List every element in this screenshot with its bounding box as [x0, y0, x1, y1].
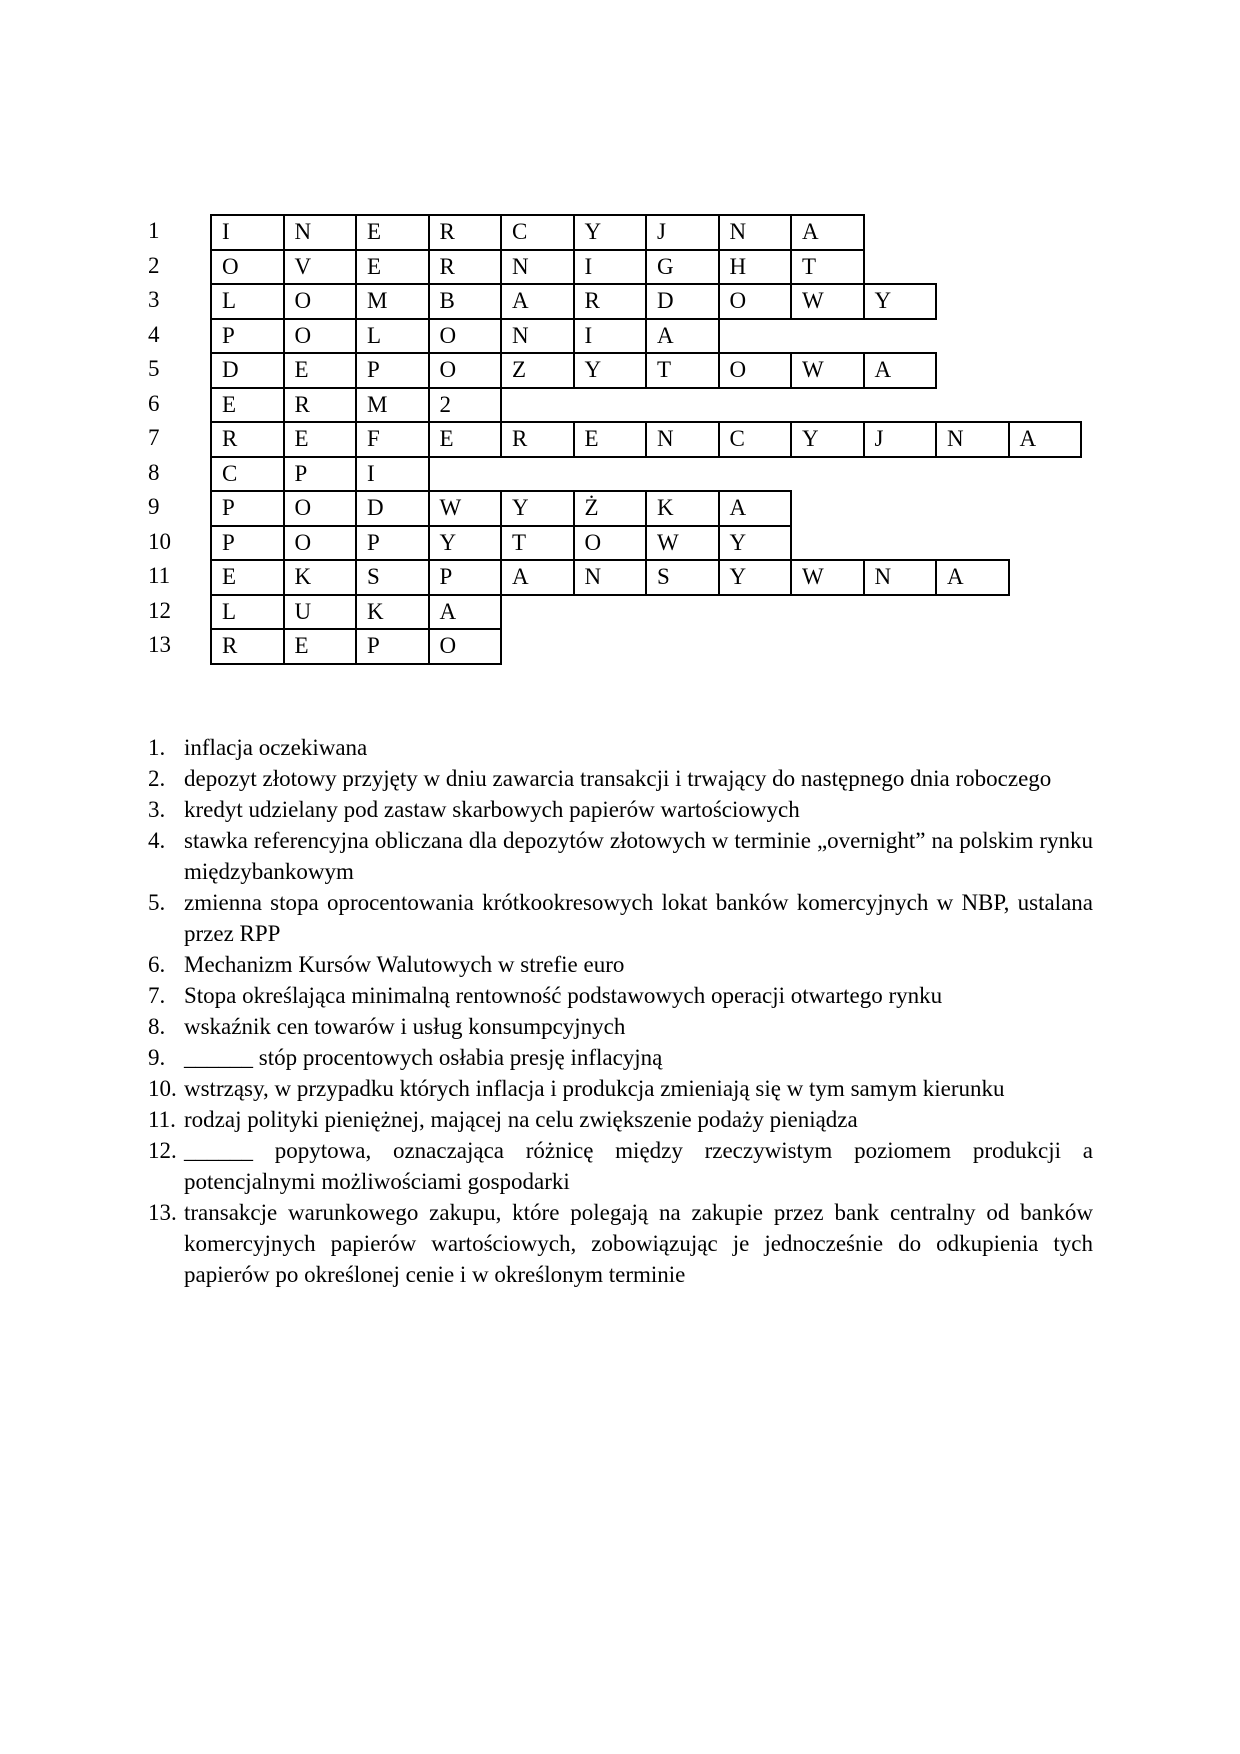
crossword-cell: E: [283, 628, 358, 665]
clue-text: ______ popytowa, oznaczająca różnicę między rzeczywistym poziomem produkcji a potencjalnymi możliwościami gospodarki: [184, 1138, 1093, 1194]
row-number: 6: [148, 390, 160, 416]
clue-text: ______ stóp procentowych osłabia presję inflacyjną: [184, 1045, 663, 1070]
crossword-cell: J: [645, 214, 720, 251]
crossword-cell: T: [500, 525, 575, 562]
clue-item: [148, 825, 1093, 887]
crossword-cell: I: [355, 456, 430, 493]
row-number: 11: [148, 563, 171, 588]
clue-item: [148, 980, 1093, 1011]
crossword-cell: A: [500, 283, 575, 320]
crossword-cell: U: [283, 594, 358, 631]
clue-text: Mechanizm Kursów Walutowych w strefie euro: [184, 952, 625, 977]
clue-text: wstrząsy, w przypadku których inflacja i produkcja zmieniają się w tym samym kierunku: [184, 1076, 1005, 1101]
crossword-cell: J: [863, 421, 938, 458]
crossword-cell: W: [428, 490, 503, 527]
crossword-row: [148, 490, 1080, 525]
crossword-cell: D: [355, 490, 430, 527]
crossword-cell: O: [718, 352, 793, 389]
crossword-cell: W: [790, 559, 865, 596]
row-number: 9: [148, 494, 160, 519]
clue-number: 5.: [148, 890, 166, 915]
crossword-cell: C: [718, 421, 793, 458]
clue-number: 6.: [148, 952, 166, 977]
crossword-row: [148, 594, 1080, 629]
clue-text: kredyt udzielany pod zastaw skarbowych papierów wartościowych: [184, 797, 800, 822]
crossword-cell: N: [500, 249, 575, 286]
crossword-cell: A: [935, 559, 1010, 596]
clue-item: [148, 1042, 1093, 1073]
crossword-row: [148, 421, 1080, 456]
crossword-cell: W: [645, 525, 720, 562]
crossword-cell: I: [573, 249, 648, 286]
clue-text: stawka referencyjna obliczana dla depozytów złotowych w terminie „overnight” na polskim rynku międzybankowym: [184, 828, 1093, 884]
crossword-cell: F: [355, 421, 430, 458]
crossword-cell: Y: [428, 525, 503, 562]
clue-text: depozyt złotowy przyjęty w dniu zawarcia transakcji i trwający do następnego dnia roboczego: [184, 766, 1052, 791]
crossword-cell: O: [428, 628, 503, 665]
crossword-cell: H: [718, 249, 793, 286]
crossword-cell: D: [645, 283, 720, 320]
crossword-cell: R: [428, 249, 503, 286]
clue-number: 12.: [148, 1138, 177, 1163]
crossword-cell: A: [790, 214, 865, 251]
row-number: 12: [148, 597, 171, 623]
crossword-cell: L: [210, 283, 285, 320]
crossword-cell: E: [283, 421, 358, 458]
crossword-cell: M: [355, 387, 430, 424]
crossword-cell: E: [283, 352, 358, 389]
crossword-cell: O: [428, 352, 503, 389]
crossword-cell: Y: [573, 214, 648, 251]
crossword-cell: Y: [718, 525, 793, 562]
crossword-cell: O: [283, 490, 358, 527]
clue-text: transakcje warunkowego zakupu, które polegają na zakupie przez bank centralny od banków komercyjnych papierów wartościowych, zobowiązując je jednocześnie do odkupienia tych papierów po określonej cenie i w określonym terminie: [184, 1200, 1093, 1287]
crossword-cell: S: [355, 559, 430, 596]
crossword-cell: O: [718, 283, 793, 320]
crossword-cell: A: [863, 352, 938, 389]
crossword-cell: O: [573, 525, 648, 562]
crossword-cell: P: [428, 559, 503, 596]
crossword-cell: O: [283, 283, 358, 320]
clue-number: 2.: [148, 766, 166, 791]
crossword-cell: R: [573, 283, 648, 320]
crossword-cell: N: [863, 559, 938, 596]
crossword-cell: R: [283, 387, 358, 424]
crossword-cell: K: [283, 559, 358, 596]
crossword-cell: E: [355, 249, 430, 286]
crossword-cell: M: [355, 283, 430, 320]
crossword-row: [148, 456, 1080, 491]
row-number: 1: [148, 218, 160, 243]
crossword-cell: W: [790, 352, 865, 389]
clue-text: zmienna stopa oprocentowania krótkookresowych lokat banków komercyjnych w NBP, ustalana przez RPP: [184, 890, 1093, 946]
crossword-row: [148, 525, 1080, 560]
crossword-cell: S: [645, 559, 720, 596]
crossword-cell: A: [428, 594, 503, 631]
crossword-cell: R: [210, 628, 285, 665]
crossword-cell: P: [210, 490, 285, 527]
crossword-cell: I: [573, 318, 648, 355]
crossword-cell: 2: [428, 387, 503, 424]
crossword-row: [148, 318, 1080, 353]
clue-text: inflacja oczekiwana: [184, 735, 368, 760]
clue-item: [148, 1135, 1093, 1197]
crossword-cell: R: [210, 421, 285, 458]
clue-item: [148, 1073, 1093, 1104]
crossword-cell: Y: [790, 421, 865, 458]
crossword-cell: Y: [573, 352, 648, 389]
clue-item: [148, 794, 1093, 825]
crossword-cell: B: [428, 283, 503, 320]
crossword-cell: E: [210, 559, 285, 596]
row-number: 3: [148, 287, 160, 312]
clue-number: 10.: [148, 1076, 177, 1101]
crossword-cell: L: [355, 318, 430, 355]
crossword-cell: T: [645, 352, 720, 389]
crossword-cell: R: [500, 421, 575, 458]
crossword-cell: P: [283, 456, 358, 493]
crossword-cell: G: [645, 249, 720, 286]
crossword-row: [148, 214, 1080, 249]
crossword-row: [148, 283, 1080, 318]
crossword-cell: A: [1008, 421, 1083, 458]
crossword-cell: V: [283, 249, 358, 286]
crossword-cell: A: [500, 559, 575, 596]
clue-number: 9.: [148, 1045, 166, 1070]
clue-text: rodzaj polityki pieniężnej, mającej na celu zwiększenie podaży pieniądza: [184, 1107, 858, 1132]
crossword-cell: P: [355, 525, 430, 562]
crossword-cell: N: [935, 421, 1010, 458]
clue-item: [148, 887, 1093, 949]
crossword-cell: O: [283, 525, 358, 562]
clue-list: [148, 732, 1093, 1290]
crossword-cell: Z: [500, 352, 575, 389]
clue-text: wskaźnik cen towarów i usług konsumpcyjnych: [184, 1014, 626, 1039]
crossword-cell: O: [210, 249, 285, 286]
crossword-row: [148, 249, 1080, 284]
crossword-cell: Y: [718, 559, 793, 596]
clue-item: [148, 1197, 1093, 1290]
crossword-row: [148, 628, 1080, 663]
crossword-cell: P: [355, 628, 430, 665]
row-number: 8: [148, 459, 160, 485]
clue-item: [148, 1104, 1093, 1135]
clue-item: [148, 763, 1093, 794]
clue-item: [148, 1011, 1093, 1042]
crossword-cell: C: [210, 456, 285, 493]
crossword-cell: W: [790, 283, 865, 320]
crossword-cell: Y: [500, 490, 575, 527]
crossword-cell: P: [210, 525, 285, 562]
crossword-cell: N: [283, 214, 358, 251]
row-number: 7: [148, 425, 160, 450]
row-number: 13: [148, 632, 171, 657]
crossword-cell: L: [210, 594, 285, 631]
crossword-cell: C: [500, 214, 575, 251]
clue-number: 8.: [148, 1014, 166, 1039]
clue-item: [148, 732, 1093, 763]
crossword-cell: K: [645, 490, 720, 527]
crossword-row: [148, 352, 1080, 387]
crossword-cell: E: [355, 214, 430, 251]
crossword-cell: N: [573, 559, 648, 596]
crossword-cell: N: [645, 421, 720, 458]
crossword-cell: A: [645, 318, 720, 355]
crossword-cell: N: [500, 318, 575, 355]
clue-number: 11.: [148, 1107, 176, 1132]
crossword-cell: R: [428, 214, 503, 251]
clue-text: Stopa określająca minimalną rentowność podstawowych operacji otwartego rynku: [184, 983, 943, 1008]
row-number: 2: [148, 252, 160, 278]
crossword-cell: Y: [863, 283, 938, 320]
clue-number: 7.: [148, 983, 166, 1008]
crossword-cell: E: [428, 421, 503, 458]
crossword-cell: N: [718, 214, 793, 251]
clue-number: 1.: [148, 735, 166, 760]
row-number: 10: [148, 528, 171, 554]
crossword-cell: K: [355, 594, 430, 631]
crossword-cell: T: [790, 249, 865, 286]
row-number: 4: [148, 321, 160, 347]
crossword-cell: I: [210, 214, 285, 251]
crossword-cell: E: [210, 387, 285, 424]
crossword-cell: O: [283, 318, 358, 355]
row-number: 5: [148, 356, 160, 381]
clue-number: 4.: [148, 828, 166, 853]
clue-number: 3.: [148, 797, 166, 822]
crossword-cell: A: [718, 490, 793, 527]
clue-item: [148, 949, 1093, 980]
crossword-cell: O: [428, 318, 503, 355]
crossword-cell: P: [210, 318, 285, 355]
crossword-grid: [148, 214, 1080, 663]
clue-number: 13.: [148, 1200, 177, 1225]
crossword-cell: Ż: [573, 490, 648, 527]
crossword-row: [148, 559, 1080, 594]
crossword-row: [148, 387, 1080, 422]
crossword-cell: P: [355, 352, 430, 389]
crossword-cell: E: [573, 421, 648, 458]
crossword-cell: D: [210, 352, 285, 389]
